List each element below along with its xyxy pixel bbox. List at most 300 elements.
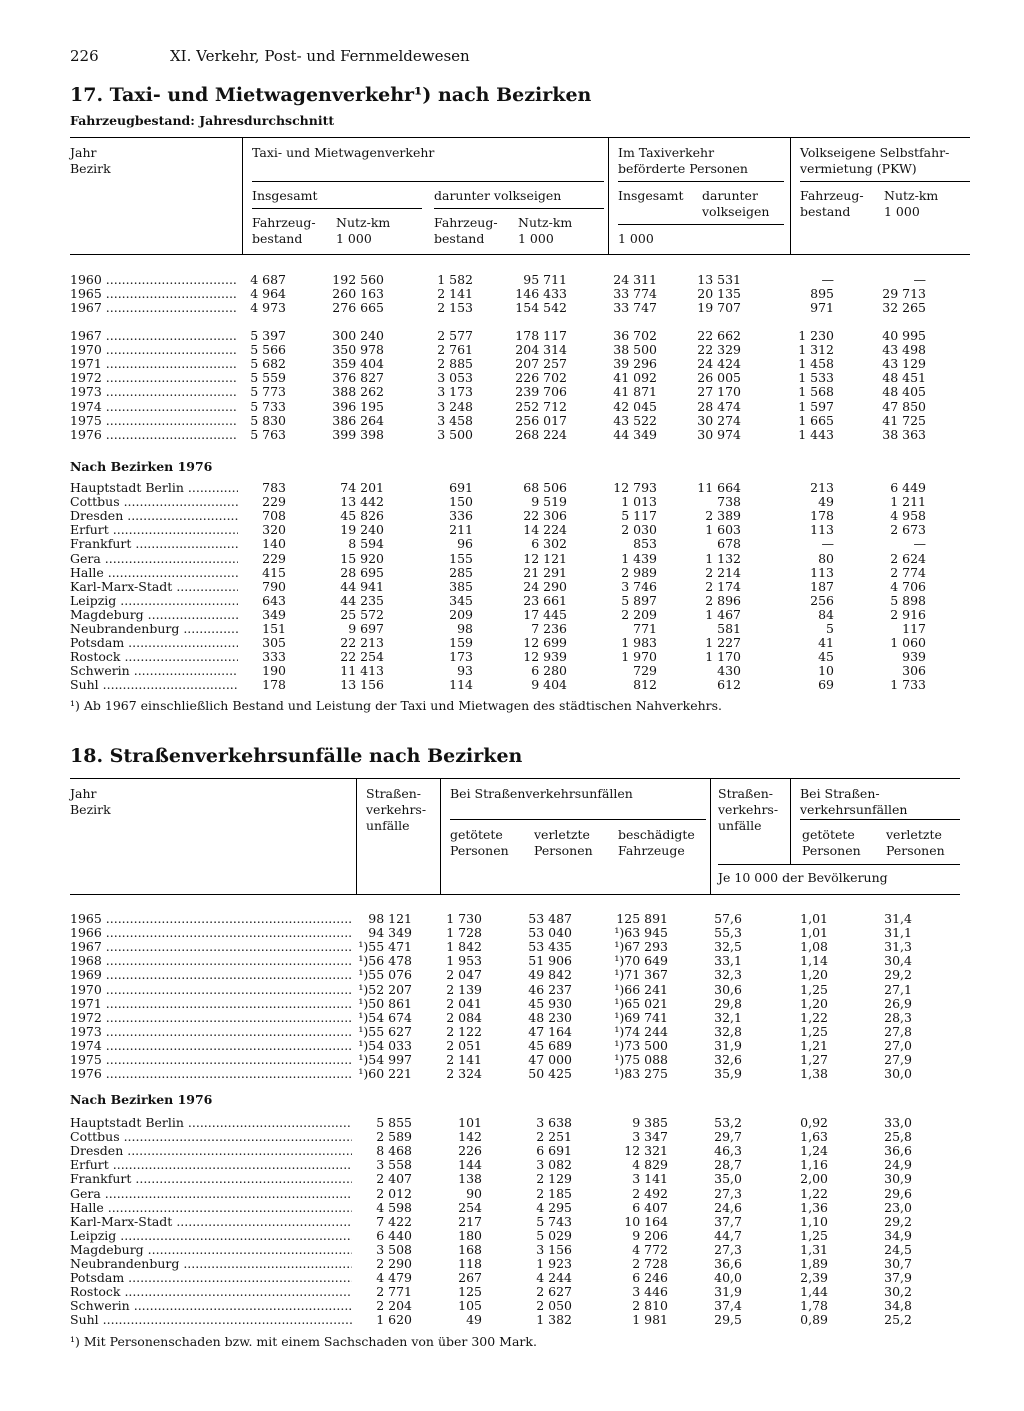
- cell-value: 15 920: [340, 550, 384, 566]
- cell-value: 24,6: [714, 1199, 742, 1215]
- cell-value: 187: [810, 578, 834, 594]
- cell-value: ¹)54 674: [358, 1009, 412, 1025]
- table-row: [0, 552, 1024, 566]
- t17-header-rental: vermietung (PKW): [800, 161, 917, 176]
- cell-value: 1,16: [800, 1157, 828, 1173]
- cell-value: 31,4: [884, 911, 912, 926]
- t17-rule: [252, 181, 604, 182]
- cell-value: 53 040: [528, 925, 572, 941]
- cell-value: 37,7: [714, 1213, 742, 1229]
- cell-value: 790: [262, 578, 286, 594]
- t17-header-vehicles: Fahrzeug-: [252, 215, 316, 230]
- table-row: [0, 1271, 1024, 1285]
- cell-value: 5 029: [536, 1227, 572, 1243]
- cell-value: 209: [449, 606, 473, 622]
- page-number: 226: [70, 47, 99, 65]
- cell-value: 5 743: [536, 1213, 572, 1229]
- cell-value: 33 747: [613, 300, 657, 316]
- cell-value: —: [821, 536, 834, 552]
- t18-header-killed-rate: getötete: [802, 827, 855, 842]
- cell-value: ¹)74 244: [614, 1023, 668, 1039]
- table-18-title: 18. Straßenverkehrsunfälle nach Bezirken: [70, 745, 523, 767]
- cell-value: 1 443: [798, 426, 834, 442]
- cell-value: 49: [466, 1312, 482, 1328]
- cell-value: 2 627: [536, 1284, 572, 1300]
- cell-value: 0,92: [800, 1115, 828, 1130]
- row-label: 1966 .....: [70, 926, 352, 940]
- cell-value: 10 164: [624, 1213, 668, 1229]
- cell-value: 118: [458, 1256, 482, 1271]
- cell-value: 44 235: [340, 592, 384, 608]
- cell-value: 1 597: [798, 398, 834, 414]
- cell-value: 2 051: [446, 1037, 482, 1053]
- cell-value: 151: [262, 621, 286, 636]
- t18-footnote: ¹) Mit Personenschaden bzw. mit einem Sachschaden von über 300 Mark.: [70, 1334, 537, 1349]
- cell-value: 22 213: [340, 635, 384, 651]
- cell-value: 19 240: [340, 522, 384, 538]
- cell-value: 1,31: [800, 1241, 828, 1257]
- cell-value: 1 382: [536, 1312, 572, 1328]
- cell-value: 12 321: [624, 1143, 668, 1159]
- cell-value: 3 446: [632, 1284, 668, 1300]
- cell-value: 3 638: [536, 1115, 572, 1130]
- cell-value: 678: [717, 536, 741, 552]
- cell-value: 612: [717, 677, 741, 693]
- table-row: [0, 1229, 1024, 1243]
- t18-header-injured-rate: Personen: [886, 843, 945, 858]
- cell-value: 29,8: [714, 995, 742, 1011]
- row-label: Gera .....: [70, 1187, 352, 1201]
- table-row: [0, 1011, 1024, 1025]
- cell-value: 5 733: [250, 398, 286, 414]
- cell-value: 159: [449, 635, 473, 651]
- cell-value: 180: [458, 1227, 482, 1243]
- cell-value: 6 691: [536, 1143, 572, 1159]
- row-label: Schwerin .....: [70, 664, 238, 678]
- table-row: [0, 1187, 1024, 1201]
- t18-header-in-accidents-rate: Bei Straßen-: [800, 786, 880, 801]
- cell-value: 207 257: [515, 356, 567, 372]
- table-row: [0, 1130, 1024, 1144]
- cell-value: 4 706: [890, 578, 926, 594]
- cell-value: 1 060: [890, 635, 926, 651]
- cell-value: 320: [262, 522, 286, 538]
- cell-value: 43 498: [882, 342, 926, 358]
- cell-value: 114: [449, 677, 473, 693]
- cell-value: 2 214: [705, 564, 741, 580]
- t18-header-year: Jahr: [70, 786, 97, 801]
- cell-value: 6 246: [632, 1270, 668, 1286]
- cell-value: 5 898: [890, 592, 926, 608]
- row-label: 1968 .....: [70, 954, 352, 968]
- table-17-title: 17. Taxi- und Mietwagenverkehr¹) nach Bezirken: [70, 84, 592, 106]
- cell-value: 42 045: [613, 398, 657, 414]
- cell-value: ¹)71 367: [614, 967, 668, 983]
- cell-value: 29,6: [884, 1185, 912, 1201]
- cell-value: 1,25: [800, 1227, 828, 1243]
- row-label: Hauptstadt Berlin .....: [70, 481, 238, 495]
- cell-value: 57,6: [714, 911, 742, 926]
- cell-value: 2 290: [376, 1256, 412, 1271]
- cell-value: 44,7: [714, 1227, 742, 1243]
- row-label: Cottbus .....: [70, 1130, 352, 1144]
- cell-value: 1 568: [798, 384, 834, 400]
- cell-value: 45 930: [528, 995, 572, 1011]
- cell-value: 3 558: [376, 1157, 412, 1173]
- table-row: [0, 1158, 1024, 1172]
- row-label: 1960 .....: [70, 273, 238, 287]
- cell-value: 2 204: [376, 1298, 412, 1314]
- cell-value: 1 981: [632, 1312, 668, 1328]
- cell-value: 1 923: [536, 1256, 572, 1271]
- row-label: 1969 .....: [70, 968, 352, 982]
- cell-value: 1 132: [705, 550, 741, 566]
- cell-value: 2 141: [437, 286, 473, 302]
- cell-value: 26,9: [884, 995, 912, 1011]
- cell-value: 2 761: [437, 342, 473, 358]
- cell-value: 94 349: [368, 925, 412, 941]
- cell-value: 276 665: [332, 300, 384, 316]
- t18-header-district: Bezirk: [70, 802, 111, 817]
- cell-value: 260 163: [332, 286, 384, 302]
- cell-value: 27,8: [884, 1023, 912, 1039]
- cell-value: 150: [449, 494, 473, 510]
- cell-value: 350 978: [332, 342, 384, 358]
- cell-value: 30 274: [697, 412, 741, 428]
- cell-value: 2 185: [536, 1185, 572, 1201]
- cell-value: 691: [449, 480, 473, 495]
- cell-value: 12 939: [523, 649, 567, 665]
- cell-value: 142: [458, 1129, 482, 1145]
- cell-value: 226 702: [515, 370, 567, 386]
- cell-value: —: [913, 536, 926, 552]
- cell-value: 44 349: [613, 426, 657, 442]
- cell-value: 396 195: [332, 398, 384, 414]
- t18-header-accidents: Straßen-: [366, 786, 422, 801]
- cell-value: 1 467: [705, 606, 741, 622]
- table-row: [0, 1257, 1024, 1271]
- cell-value: 36,6: [714, 1256, 742, 1271]
- cell-value: 38 500: [613, 342, 657, 358]
- cell-value: 32,3: [714, 967, 742, 983]
- cell-value: 178 117: [515, 328, 567, 343]
- cell-value: 2 885: [437, 356, 473, 372]
- cell-value: 3 248: [437, 398, 473, 414]
- cell-value: 229: [262, 494, 286, 510]
- cell-value: 39 296: [613, 356, 657, 372]
- cell-value: 96: [457, 536, 473, 552]
- t17-vrule: [242, 137, 243, 254]
- t18-vrule: [790, 778, 791, 864]
- table-18-head-rule: [70, 894, 960, 895]
- cell-value: —: [913, 272, 926, 287]
- table-row: [0, 495, 1024, 509]
- cell-value: 34,9: [884, 1227, 912, 1243]
- cell-value: 33 774: [613, 286, 657, 302]
- row-label: Potsdam .....: [70, 636, 238, 650]
- t18-rule: [718, 864, 960, 865]
- row-label: 1972 .....: [70, 371, 238, 385]
- t17-rule: [618, 181, 784, 182]
- cell-value: —: [821, 272, 834, 287]
- cell-value: 1,01: [800, 925, 828, 941]
- cell-value: 46 237: [528, 981, 572, 997]
- row-label: Halle .....: [70, 1201, 352, 1215]
- cell-value: 1 439: [621, 550, 657, 566]
- cell-value: 23 661: [523, 592, 567, 608]
- table-row: [0, 912, 1024, 926]
- cell-value: 55,3: [714, 925, 742, 941]
- t17-header-vehicles: bestand: [434, 231, 485, 246]
- cell-value: 388 262: [332, 384, 384, 400]
- cell-value: 45 689: [528, 1037, 572, 1053]
- t17-rule: [434, 208, 604, 209]
- cell-value: ¹)65 021: [614, 995, 668, 1011]
- cell-value: 13 442: [340, 494, 384, 510]
- cell-value: 2 050: [536, 1298, 572, 1314]
- cell-value: 2 041: [446, 995, 482, 1011]
- cell-value: 1 983: [621, 635, 657, 651]
- cell-value: 252 712: [515, 398, 567, 414]
- table-row: [0, 997, 1024, 1011]
- t18-header-accidents: verkehrs-: [366, 802, 427, 817]
- cell-value: 2 139: [446, 981, 482, 997]
- t17-rule: [618, 224, 784, 225]
- cell-value: 24 311: [613, 272, 657, 287]
- cell-value: 98: [457, 621, 473, 636]
- row-label: Schwerin .....: [70, 1299, 352, 1313]
- cell-value: 1 728: [446, 925, 482, 941]
- row-label: 1970 .....: [70, 983, 352, 997]
- t18-header-damaged: Fahrzeuge: [618, 843, 685, 858]
- cell-value: 113: [810, 522, 834, 538]
- cell-value: 29,2: [884, 967, 912, 983]
- row-label: 1965 .....: [70, 912, 352, 926]
- cell-value: 27,1: [884, 981, 912, 997]
- row-label: 1973 .....: [70, 1025, 352, 1039]
- cell-value: 47 850: [882, 398, 926, 414]
- cell-value: 2 896: [705, 592, 741, 608]
- cell-value: 44 941: [340, 578, 384, 594]
- cell-value: 771: [633, 621, 657, 636]
- cell-value: 27,9: [884, 1052, 912, 1067]
- cell-value: 35,0: [714, 1171, 742, 1187]
- cell-value: 7 236: [531, 621, 567, 636]
- row-label: Rostock .....: [70, 650, 238, 664]
- cell-value: 300 240: [332, 328, 384, 343]
- cell-value: 20 135: [697, 286, 741, 302]
- cell-value: 74 201: [340, 480, 384, 495]
- cell-value: 48 230: [528, 1009, 572, 1025]
- cell-value: ¹)55 627: [358, 1023, 412, 1039]
- cell-value: ¹)54 033: [358, 1037, 412, 1053]
- cell-value: 41: [818, 635, 834, 651]
- t18-header-killed: Personen: [450, 843, 509, 858]
- cell-value: 30,9: [884, 1171, 912, 1187]
- cell-value: 4 244: [536, 1270, 572, 1286]
- cell-value: 430: [717, 663, 741, 679]
- cell-value: 1,20: [800, 995, 828, 1011]
- t17-header-passengers-state: volkseigen: [702, 204, 770, 219]
- table-row: [0, 1067, 1024, 1081]
- cell-value: ¹)52 207: [358, 981, 412, 997]
- table-row: [0, 287, 1024, 301]
- cell-value: 49 842: [528, 967, 572, 983]
- cell-value: 2 624: [890, 550, 926, 566]
- cell-value: ¹)63 945: [614, 925, 668, 941]
- cell-value: 45 826: [340, 508, 384, 524]
- cell-value: 155: [449, 550, 473, 566]
- table-row: [0, 1025, 1024, 1039]
- cell-value: 376 827: [332, 370, 384, 386]
- cell-value: 385: [449, 578, 473, 594]
- row-label: 1975 .....: [70, 1053, 352, 1067]
- cell-value: 4 973: [250, 300, 286, 316]
- cell-value: 32,6: [714, 1052, 742, 1067]
- table-row: [0, 1053, 1024, 1067]
- table-row: [0, 594, 1024, 608]
- cell-value: 37,9: [884, 1270, 912, 1286]
- cell-value: 3 141: [632, 1171, 668, 1187]
- t18-header-per-10000: Je 10 000 der Bevölkerung: [718, 870, 888, 885]
- cell-value: 3 173: [437, 384, 473, 400]
- cell-value: 2 084: [446, 1009, 482, 1025]
- t18-rule: [450, 819, 706, 820]
- t18-header-damaged: beschädigte: [618, 827, 695, 842]
- cell-value: 37,4: [714, 1298, 742, 1314]
- cell-value: 3 347: [632, 1129, 668, 1145]
- row-label: Magdeburg .....: [70, 608, 238, 622]
- t17-header-taxi: Taxi- und Mietwagenverkehr: [252, 145, 435, 160]
- table-17-top-rule: [70, 137, 970, 138]
- cell-value: 30,4: [884, 953, 912, 969]
- cell-value: 581: [717, 621, 741, 636]
- row-label: 1976 .....: [70, 1067, 352, 1081]
- cell-value: 41 871: [613, 384, 657, 400]
- table-row: [0, 400, 1024, 414]
- cell-value: 6 302: [531, 536, 567, 552]
- cell-value: 6 440: [376, 1227, 412, 1243]
- cell-value: 168: [458, 1241, 482, 1257]
- cell-value: 1,10: [800, 1213, 828, 1229]
- cell-value: 2 728: [632, 1256, 668, 1271]
- table-row: [0, 371, 1024, 385]
- cell-value: 3 458: [437, 412, 473, 428]
- cell-value: 30,7: [884, 1256, 912, 1271]
- cell-value: 285: [449, 564, 473, 580]
- cell-value: 1 458: [798, 356, 834, 372]
- row-label: 1971 .....: [70, 357, 238, 371]
- table-row: [0, 1299, 1024, 1313]
- table-row: [0, 664, 1024, 678]
- cell-value: 333: [262, 649, 286, 665]
- cell-value: 154 542: [515, 300, 567, 316]
- cell-value: 25,8: [884, 1129, 912, 1145]
- t17-header-km: Nutz-km: [336, 215, 391, 230]
- t18-rule: [800, 819, 960, 820]
- table-row: [0, 1313, 1024, 1327]
- t17-header-vehicles: Fahrzeug-: [800, 188, 864, 203]
- t18-header-accidents-rate: unfälle: [718, 818, 762, 833]
- table-row: [0, 329, 1024, 343]
- cell-value: 2,39: [800, 1270, 828, 1286]
- table-row: [0, 523, 1024, 537]
- cell-value: 47 000: [528, 1052, 572, 1067]
- row-label: Hauptstadt Berlin .....: [70, 1116, 352, 1130]
- cell-value: 226: [458, 1143, 482, 1159]
- cell-value: 12 121: [523, 550, 567, 566]
- cell-value: 2 989: [621, 564, 657, 580]
- cell-value: 32,1: [714, 1009, 742, 1025]
- t17-rule: [800, 181, 970, 182]
- table-row: [0, 301, 1024, 315]
- cell-value: 29,7: [714, 1129, 742, 1145]
- cell-value: 2,00: [800, 1171, 828, 1187]
- t17-header-km: Nutz-km: [884, 188, 939, 203]
- t17-vrule: [608, 137, 609, 254]
- t17-header-km: 1 000: [336, 231, 372, 246]
- cell-value: 7 422: [376, 1213, 412, 1229]
- cell-value: 113: [810, 564, 834, 580]
- cell-value: 30,6: [714, 981, 742, 997]
- cell-value: 125: [458, 1284, 482, 1300]
- cell-value: 9 519: [531, 494, 567, 510]
- cell-value: 9 404: [531, 677, 567, 693]
- cell-value: 6 280: [531, 663, 567, 679]
- cell-value: 2 122: [446, 1023, 482, 1039]
- table-row: [0, 954, 1024, 968]
- cell-value: 1 953: [446, 953, 482, 969]
- cell-value: 812: [633, 677, 657, 693]
- cell-value: 17 445: [523, 606, 567, 622]
- cell-value: 5 773: [250, 384, 286, 400]
- table-row: [0, 1215, 1024, 1229]
- cell-value: 1,21: [800, 1037, 828, 1053]
- t17-vrule: [790, 137, 791, 254]
- cell-value: 22 306: [523, 508, 567, 524]
- table-row: [0, 566, 1024, 580]
- cell-value: 1 620: [376, 1312, 412, 1328]
- cell-value: 5 117: [621, 508, 657, 524]
- cell-value: 306: [902, 663, 926, 679]
- row-label: Gera .....: [70, 552, 238, 566]
- t18-vrule: [440, 778, 441, 894]
- cell-value: 399 398: [332, 426, 384, 442]
- row-label: 1970 .....: [70, 343, 238, 357]
- cell-value: 27,3: [714, 1241, 742, 1257]
- cell-value: 24 424: [697, 356, 741, 372]
- cell-value: 24,5: [884, 1241, 912, 1257]
- t17-rule: [252, 208, 422, 209]
- cell-value: 2 129: [536, 1171, 572, 1187]
- row-label: Magdeburg .....: [70, 1243, 352, 1257]
- cell-value: 27,0: [884, 1037, 912, 1053]
- table-row: [0, 1116, 1024, 1130]
- cell-value: 9 697: [348, 621, 384, 636]
- table-row: [0, 940, 1024, 954]
- cell-value: 28 695: [340, 564, 384, 580]
- table-row: [0, 608, 1024, 622]
- cell-value: 14 224: [523, 522, 567, 538]
- cell-value: 47 164: [528, 1023, 572, 1039]
- cell-value: 2 673: [890, 522, 926, 538]
- t18-header-injured: verletzte: [534, 827, 590, 842]
- cell-value: 26 005: [697, 370, 741, 386]
- cell-value: 11 664: [697, 480, 741, 495]
- cell-value: 51 906: [528, 953, 572, 969]
- cell-value: 2 389: [705, 508, 741, 524]
- cell-value: 5 397: [250, 328, 286, 343]
